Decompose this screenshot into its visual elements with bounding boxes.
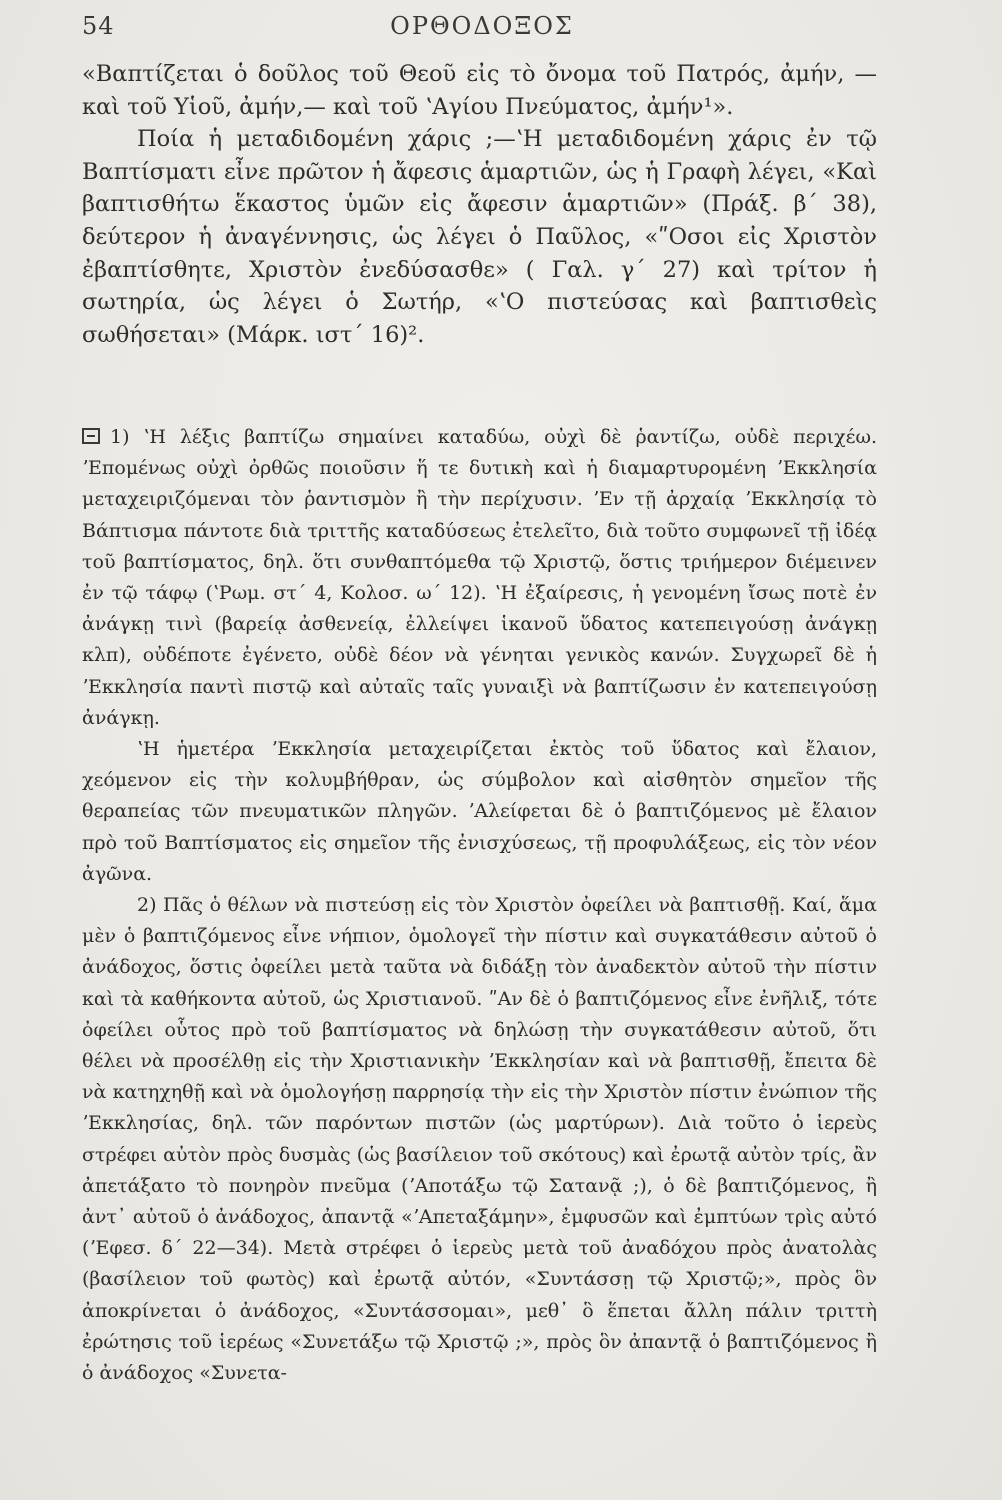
footnote-2: 2) Πᾶς ὁ θέλων νὰ πιστεύσῃ εἰς τὸν Χριστὸν ὀφείλει νὰ βαπτισθῇ. Καί, ἅμα μὲν ὁ βαπτιζόμενος εἶνε νήπιον, ὁμολογεῖ τὴν πίστιν καὶ συγκατάθεσιν αὐτοῦ ὁ ἀνάδοχος, ὅστις ὀφείλει μετὰ ταῦτα νὰ διδάξῃ τὸν ἀναδεκτὸν αὐτοῦ τὴν πίστιν καὶ τὰ καθήκοντα αὐτοῦ, ὡς Χριστιανοῦ. ʺΑν δὲ ὁ βαπτιζόμενος εἶνε ἐνῆλιξ, τότε ὀφείλει οὗτος πρὸ τοῦ βαπτίσματος νὰ δηλώσῃ τὴν συγκατάθεσιν αὐτοῦ, ὅτι θέλει νὰ προσέλθῃ εἰς τὴν Χριστιανικὴν ʼΕκκλησίαν καὶ νὰ βαπτισθῇ, ἔπειτα δὲ νὰ κατηχηθῇ καὶ νὰ ὁμολογήσῃ παρρησίᾳ τὴν εἰς τὴν Χριστὸν πίστιν ἐνώπιον τῆς ʼΕκκλησίας, δηλ. τῶν παρόντων πιστῶν (ὡς μαρτύρων). Διὰ τοῦτο ὁ ἱερεὺς στρέφει αὐτὸν πρὸς δυσμὰς (ὡς βασίλειον τοῦ σκότους) καὶ ἐρωτᾷ αὐτὸν τρίς, ἂν ἀπετάξατο τὸ πονηρὸν πνεῦμα (ʼΑποτάξω τῷ Σατανᾷ ;), ὁ δὲ βαπτιζόμενος, ἢ ἀντ᾽ αὐτοῦ ὁ ἀνάδοχος, ἀπαντᾷ «ʼΑπεταξάμην», ἐμφυσῶν καὶ ἐμπτύων τρὶς αὐτό (ʼΕφεσ. δ΄ 22—34). Μετὰ στρέφει ὁ ἱερεὺς μετὰ τοῦ ἀναδόχου πρὸς ἀνατολὰς (βασίλειον τοῦ φωτὸς) καὶ ἐρωτᾷ αὐτόν, «Συντάσσῃ τῷ Χριστῷ;», πρὸς ὃν ἀποκρίνεται ὁ ἀνάδοχος, «Συντάσσομαι», μεθ᾽ ὃ ἕπεται ἄλλη πάλιν τριττὴ ἐρώτησις τοῦ ἱερέως «Συνετάξω τῷ Χριστῷ ;», πρὸς ὃν ἀπαντᾷ ὁ βαπτιζόμενος ἢ ὁ ἀνάδοχος «Συνετα- [82, 894, 877, 1385]
page-number: 54 [82, 12, 115, 40]
footnote-1-continued: ʽΗ ἡμετέρα ʼΕκκλησία μεταχειρίζεται ἐκτὸς τοῦ ὕδατος καὶ ἔλαιον, χεόμενον εἰς τὴν κολυμβήθραν, ὡς σύμβολον καὶ αἰσθητὸν σημεῖον τῆς θεραπείας τῶν πνευματικῶν πληγῶν. ʼΑλείφεται δὲ ὁ βαπτιζόμενος μὲ ἔλαιον πρὸ τοῦ Βαπτίσματος εἰς σημεῖον τῆς ἐνισχύσεως, τῇ προφυλάξεως, εἰς τὸν νέον ἀγῶνα. [82, 738, 877, 885]
footnotes [82, 422, 877, 1389]
main-paragraph-grace: Ποία ἡ μεταδιδομένη χάρις ;—ʽΗ μεταδιδομένη χάρις ἐν τῷ Βαπτίσματι εἶνε πρῶτον ἡ ἄφεσις ἁμαρτιῶν, ὡς ἡ Γραφὴ λέγει, «Καὶ βαπτισθήτω ἕκαστος ὑμῶν εἰς ἄφεσιν ἁμαρτιῶν» (Πράξ. β΄ 38), δεύτερον ἡ ἀναγέννησις, ὡς λέγει ὁ Παῦλος, «ʺΟσοι εἰς Χριστὸν ἐβαπτίσθητε, Χριστὸν ἐνεδύσασθε» ( Γαλ. γ΄ 27) καὶ τρίτον ἡ σωτηρία, ὡς λέγει ὁ Σωτήρ, «ʽΟ πιστεύσας καὶ βαπτισθεὶς σωθήσεται» (Μάρκ. ιστ΄ 16)². [82, 126, 877, 348]
main-paragraph-baptismal-formula: «Βαπτίζεται ὁ δοῦλος τοῦ Θεοῦ εἰς τὸ ὄνομα τοῦ Πατρός, ἀμήν, —καὶ τοῦ Υἱοῦ, ἀμήν,— καὶ τοῦ ʽΑγίου Πνεύματος, ἀμήν¹». [82, 61, 877, 120]
main-text [82, 58, 877, 351]
footnote-1 [82, 422, 877, 734]
page-header [82, 12, 882, 48]
footnote-marker-icon [82, 428, 100, 444]
running-head: ΟΡΘΟΔΟΞΟΣ [390, 12, 574, 40]
footnote-1-text: 1) ʽΗ λέξις βαπτίζω σημαίνει καταδύω, οὐχὶ δὲ ῥαντίζω, οὐδὲ περιχέω. ʼΕπομένως οὐχὶ ὀρθῶς ποιοῦσιν ἥ τε δυτικὴ καὶ ἡ διαμαρτυρομένη ʼΕκκλησία μεταχειριζόμεναι τὸν ῥαντισμὸν ἢ τὴν περίχυσιν. ʼΕν τῇ ἀρχαίᾳ ʼΕκκλησίᾳ τὸ Βάπτισμα πάντοτε διὰ τριττῆς καταδύσεως ἐτελεῖτο, διὰ τοῦτο συμφωνεῖ τῇ ἰδέᾳ τοῦ βαπτίσματος, δηλ. ὅτι συνθαπτόμεθα τῷ Χριστῷ, ὅστις τριήμερον διέμεινεν ἐν τῷ τάφῳ (ʽΡωμ. στ΄ 4, Κολοσ. ω΄ 12). ʽΗ ἐξαίρεσις, ἡ γενομένη ἴσως ποτὲ ἐν ἀνάγκῃ τινὶ (βαρείᾳ ἀσθενείᾳ, ἐλλείψει ἱκανοῦ ὕδατος κατεπειγούσῃ ἀνάγκῃ κλπ), οὐδέποτε ἐγένετο, οὐδὲ δέον νὰ γένηται γενικὸς κανών. Συγχωρεῖ δὲ ἡ ʼΕκκλησία παντὶ πιστῷ καὶ αὐταῖς ταῖς γυναιξὶ νὰ βαπτίζωσιν ἐν κατεπειγούσῃ ἀνάγκῃ. [82, 426, 877, 729]
